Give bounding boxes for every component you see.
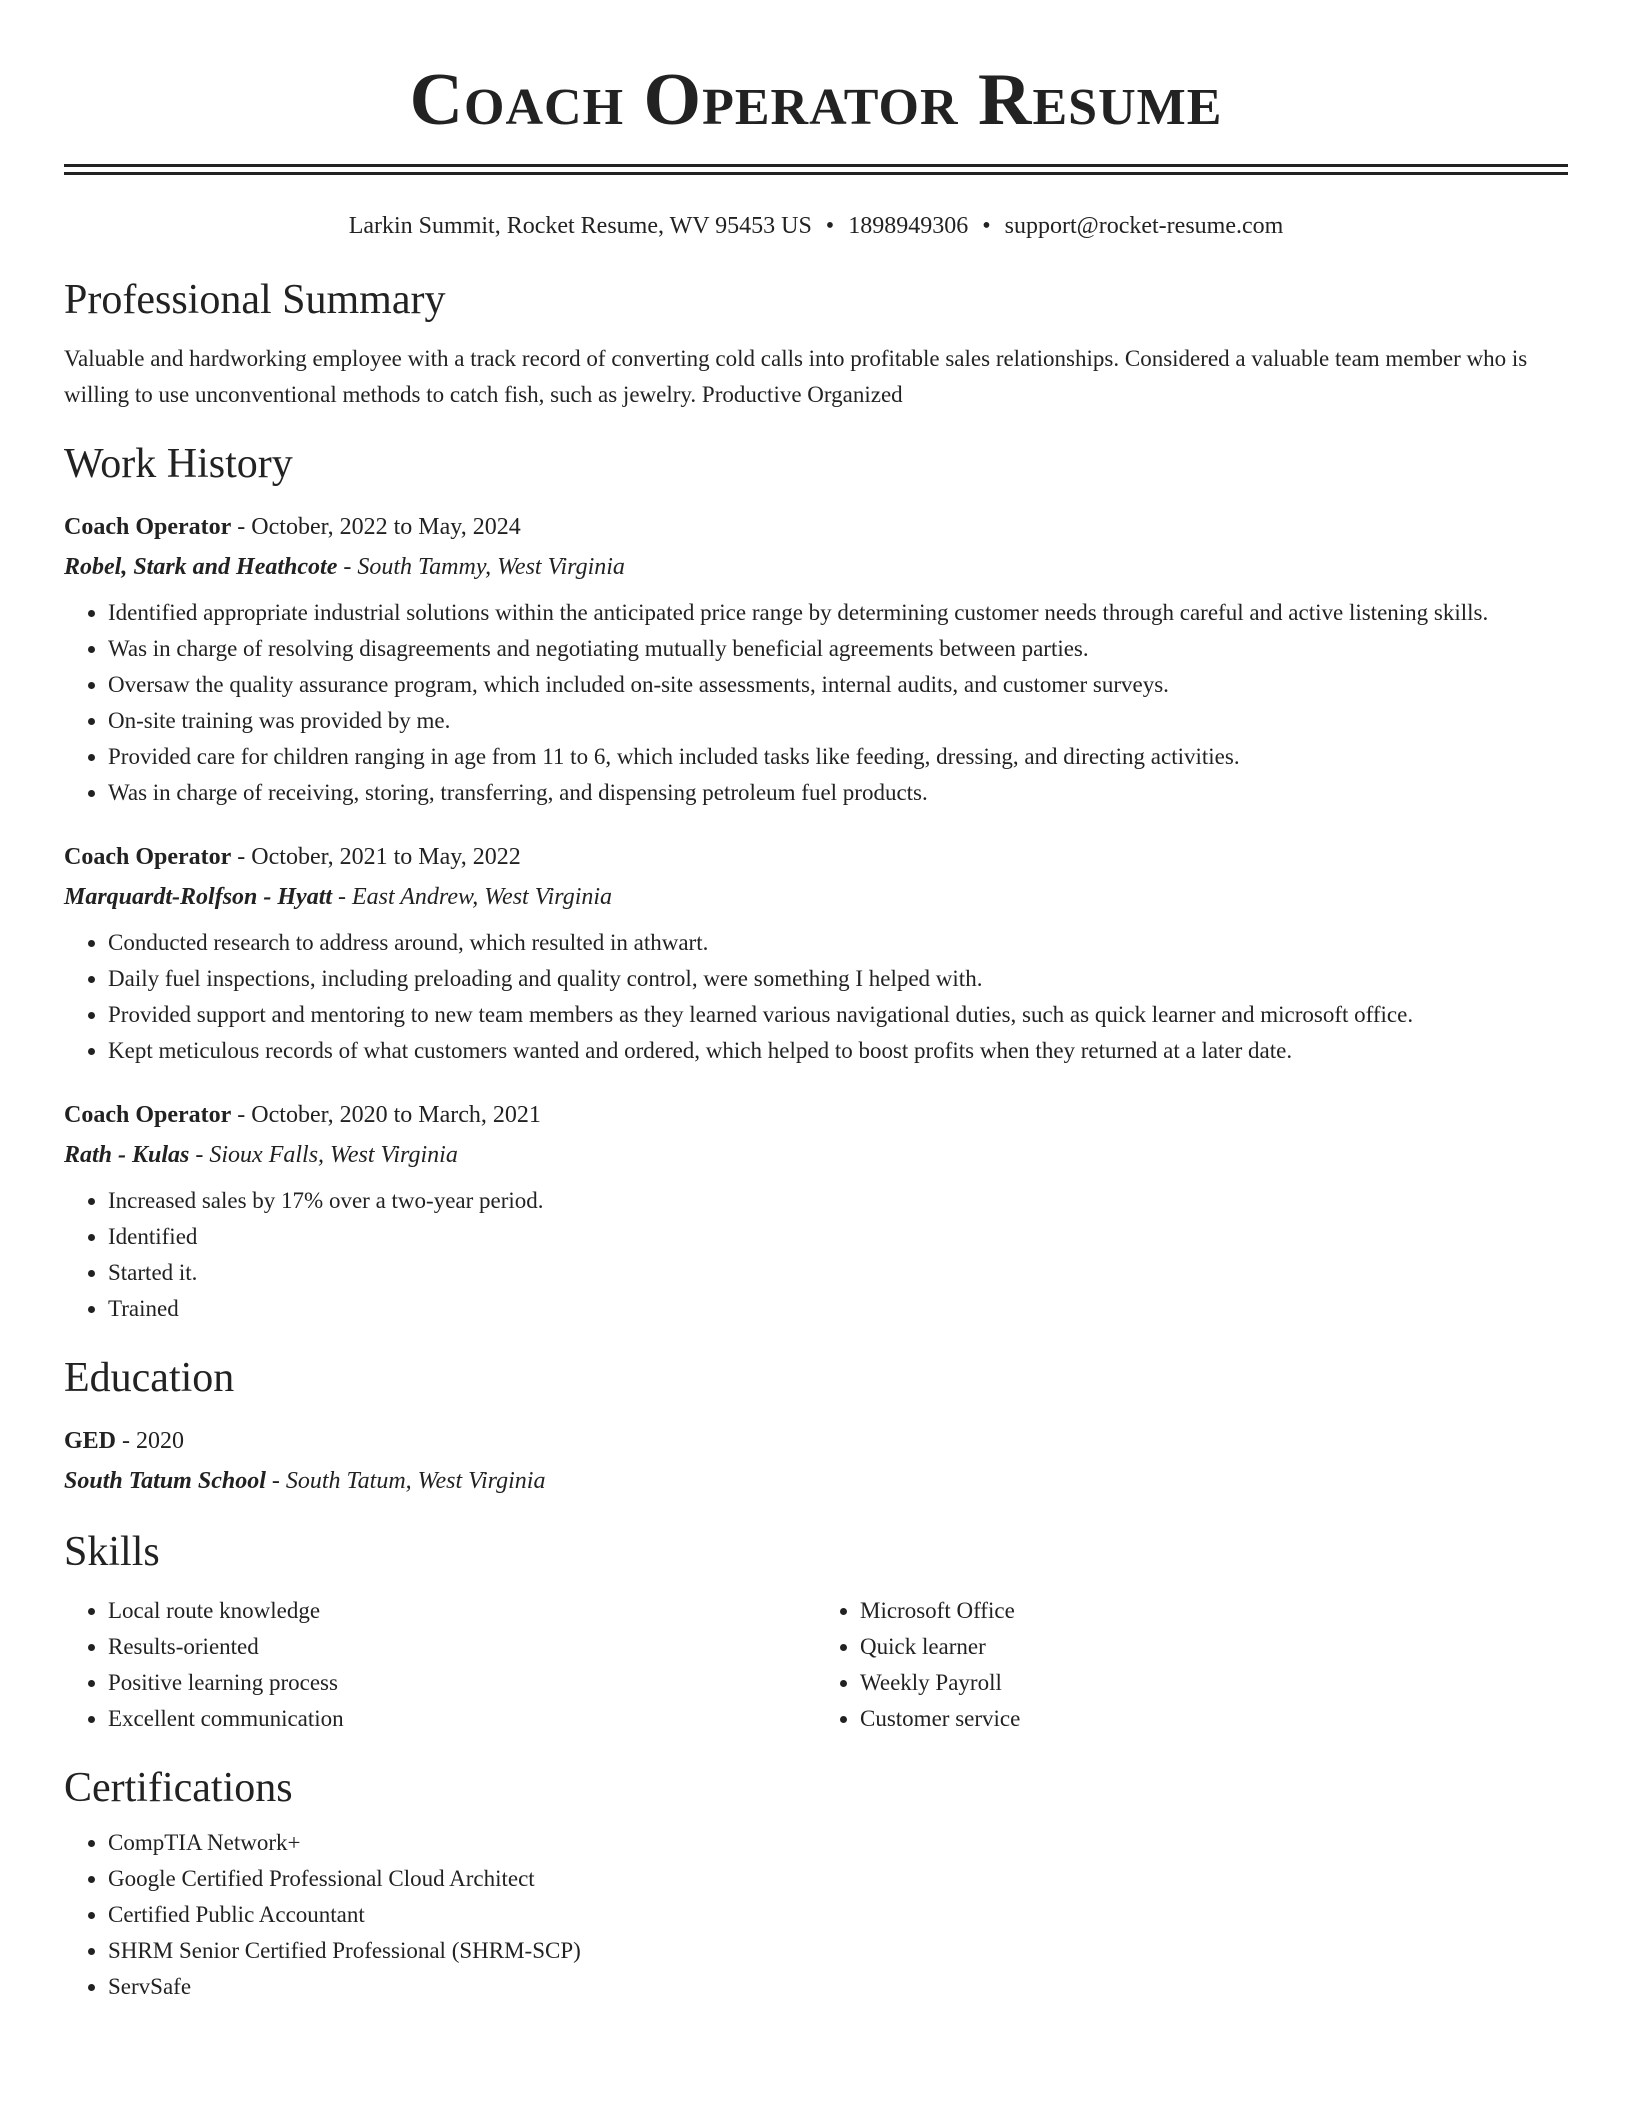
job-company-line [64, 547, 1568, 587]
section-heading: Education [64, 1355, 235, 1401]
job-company: Marquardt-Rolfson - Hyatt [64, 884, 333, 910]
certifications-section [64, 1763, 1568, 2005]
section-heading: Work History [64, 441, 293, 487]
summary-text: Valuable and hardworking employee with a track record of converting cold calls into profitable sales relationships. Considered a valuable team member who is willing to use unconventional methods to catch fish, such as jewelry. Productive Organized [64, 346, 1528, 407]
job-company: Rath - Kulas [64, 1142, 190, 1168]
job-dates: - October, 2020 to March, 2021 [231, 1102, 541, 1128]
list-item: • Positive learning process [108, 1665, 816, 1701]
list-item: • Quick learner [860, 1629, 1568, 1665]
job-title-line [64, 1095, 1568, 1135]
job-company-line [64, 877, 1568, 917]
work-history-section [64, 439, 1568, 1327]
list-item: • Kept meticulous records of what customers wanted and ordered, which helped to boost profits when they returned at a later date. [108, 1033, 1568, 1069]
job-title: Coach Operator [64, 844, 232, 870]
list-item: • Oversaw the quality assurance program, which included on-site assessments, internal audits, and customer surveys. [108, 667, 1568, 703]
list-item: • Increased sales by 17% over a two-year period. [108, 1183, 1568, 1219]
job-title-line [64, 507, 1568, 547]
job-dates: - October, 2021 to May, 2022 [231, 844, 521, 870]
skills-list-right [816, 1593, 1568, 1737]
section-heading: Certifications [64, 1765, 293, 1811]
list-item: • On-site training was provided by me. [108, 703, 1568, 739]
education-entry [64, 1421, 1568, 1501]
resume-title: Coach Operator Resume [409, 59, 1223, 141]
list-item: • Google Certified Professional Cloud Architect [108, 1861, 1568, 1897]
contact-email[interactable]: support@rocket-resume.com [1004, 213, 1284, 239]
list-item: • Excellent communication [108, 1701, 816, 1737]
job-title: Coach Operator [64, 1102, 232, 1128]
school-line [64, 1461, 1568, 1501]
list-item: • Weekly Payroll [860, 1665, 1568, 1701]
list-item: • Was in charge of resolving disagreements and negotiating mutually beneficial agreements between parties. [108, 631, 1568, 667]
list-item: • Customer service [860, 1701, 1568, 1737]
job-entry [64, 837, 1568, 1069]
job-location: - East Andrew, West Virginia [332, 884, 613, 910]
contact-phone: 1898949306 [848, 213, 969, 239]
list-item: • Was in charge of receiving, storing, transferring, and dispensing petroleum fuel products. [108, 775, 1568, 811]
list-item: • Identified [108, 1219, 1568, 1255]
list-item: • ServSafe [108, 1969, 1568, 2005]
contact-address: Larkin Summit, Rocket Resume, WV 95453 US [348, 213, 812, 239]
list-item: • Microsoft Office [860, 1593, 1568, 1629]
job-location: - Sioux Falls, West Virginia [189, 1142, 458, 1168]
contact-line [64, 211, 1568, 241]
job-title: Coach Operator [64, 514, 232, 540]
list-item: • Results-oriented [108, 1629, 816, 1665]
job-location: - South Tammy, West Virginia [337, 554, 625, 580]
school-location: - South Tatum, West Virginia [265, 1468, 546, 1494]
section-heading: Professional Summary [64, 277, 446, 323]
contact-separator: • [982, 213, 991, 239]
job-entry [64, 1095, 1568, 1327]
list-item: • Identified appropriate industrial solutions within the anticipated price range by determining customer needs through careful and active listening skills. [108, 595, 1568, 631]
skills-section [64, 1527, 1568, 1737]
job-bullets [64, 925, 1568, 1069]
list-item: • Started it. [108, 1255, 1568, 1291]
list-item: • SHRM Senior Certified Professional (SHRM-SCP) [108, 1933, 1568, 1969]
job-entry [64, 507, 1568, 811]
skills-columns [64, 1593, 1568, 1737]
list-item: • CompTIA Network+ [108, 1825, 1568, 1861]
job-company: Robel, Stark and Heathcote [64, 554, 338, 580]
education-section [64, 1353, 1568, 1501]
list-item: • Provided care for children ranging in age from 11 to 6, which included tasks like feeding, dressing, and directing activities. [108, 739, 1568, 775]
degree-year: - 2020 [116, 1428, 185, 1454]
list-item: • Trained [108, 1291, 1568, 1327]
professional-summary-section [64, 275, 1568, 413]
section-heading: Skills [64, 1529, 160, 1575]
school-name: South Tatum School [64, 1468, 266, 1494]
list-item: • Daily fuel inspections, including preloading and quality control, were something I helped with. [108, 961, 1568, 997]
job-bullets [64, 1183, 1568, 1327]
certifications-list [64, 1825, 1568, 2005]
job-bullets [64, 595, 1568, 811]
list-item: • Local route knowledge [108, 1593, 816, 1629]
skills-list-left [64, 1593, 816, 1737]
job-company-line [64, 1135, 1568, 1175]
list-item: • Conducted research to address around, which resulted in athwart. [108, 925, 1568, 961]
job-dates: - October, 2022 to May, 2024 [231, 514, 521, 540]
job-title-line [64, 837, 1568, 877]
list-item: • Provided support and mentoring to new team members as they learned various navigational duties, such as quick learner and microsoft office. [108, 997, 1568, 1033]
degree: GED [64, 1428, 117, 1454]
degree-line [64, 1421, 1568, 1461]
title-divider [64, 164, 1568, 175]
contact-separator: • [825, 213, 835, 239]
list-item: • Certified Public Accountant [108, 1897, 1568, 1933]
